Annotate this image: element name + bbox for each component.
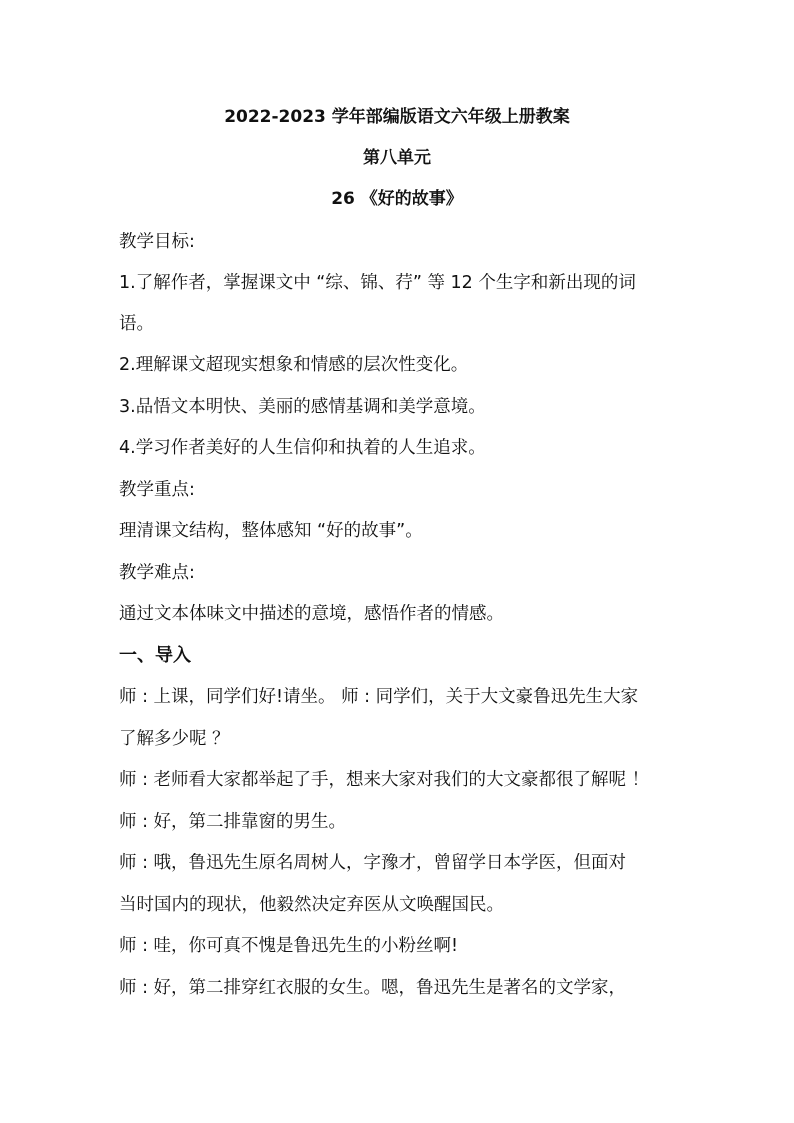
unit-heading: 第八单元 <box>363 148 431 168</box>
difficulties-text: 通过文本体味文中描述的意境，感悟作者的情感。 <box>119 604 504 624</box>
dialogue-line: 师 : 好，第二排靠窗的男生。 <box>119 812 347 832</box>
document-title: 2022-2023 学年部编版语文六年级上册教案 <box>224 107 570 127</box>
difficulties-label: 教学难点: <box>119 563 195 583</box>
dialogue-line: 师 : 好，第二排穿红衣服的女生。嗯，鲁迅先生是著名的文学家， <box>119 978 627 998</box>
goal-4: 4.学习作者美好的人生信仰和执着的人生追求。 <box>119 438 486 458</box>
dialogue-line: 当时国内的现状，他毅然决定弃医从文唤醒国民。 <box>119 895 504 915</box>
lesson-heading: 26 《好的故事》 <box>331 189 463 209</box>
goal-1-line-2: 语。 <box>119 314 154 334</box>
dialogue-line: 师 : 上课，同学们好!请坐。 师 : 同学们，关于大文豪鲁迅先生大家 <box>119 687 639 707</box>
goal-1-line-1: 1.了解作者，掌握课文中 “综、锦、荇” 等 12 个生字和新出现的词 <box>119 273 636 293</box>
key-points-label: 教学重点: <box>119 480 195 500</box>
key-points-text: 理清课文结构，整体感知 “好的故事”。 <box>119 521 423 541</box>
dialogue-line: 师 : 哦，鲁迅先生原名周树人，字豫才，曾留学日本学医，但面对 <box>119 853 627 873</box>
dialogue-line: 师 : 老师看大家都举起了手，想来大家对我们的大文豪都很了解呢 ！ <box>119 770 650 790</box>
goal-2: 2.理解课文超现实想象和情感的层次性变化。 <box>119 355 469 375</box>
section-heading-intro: 一、导入 <box>119 645 191 666</box>
teaching-goals-label: 教学目标: <box>119 232 195 252</box>
dialogue-line: 了解多少呢 ？ <box>119 729 230 749</box>
goal-3: 3.品悟文本明快、美丽的感情基调和美学意境。 <box>119 397 486 417</box>
dialogue-line: 师 : 哇，你可真不愧是鲁迅先生的小粉丝啊! <box>119 936 459 956</box>
